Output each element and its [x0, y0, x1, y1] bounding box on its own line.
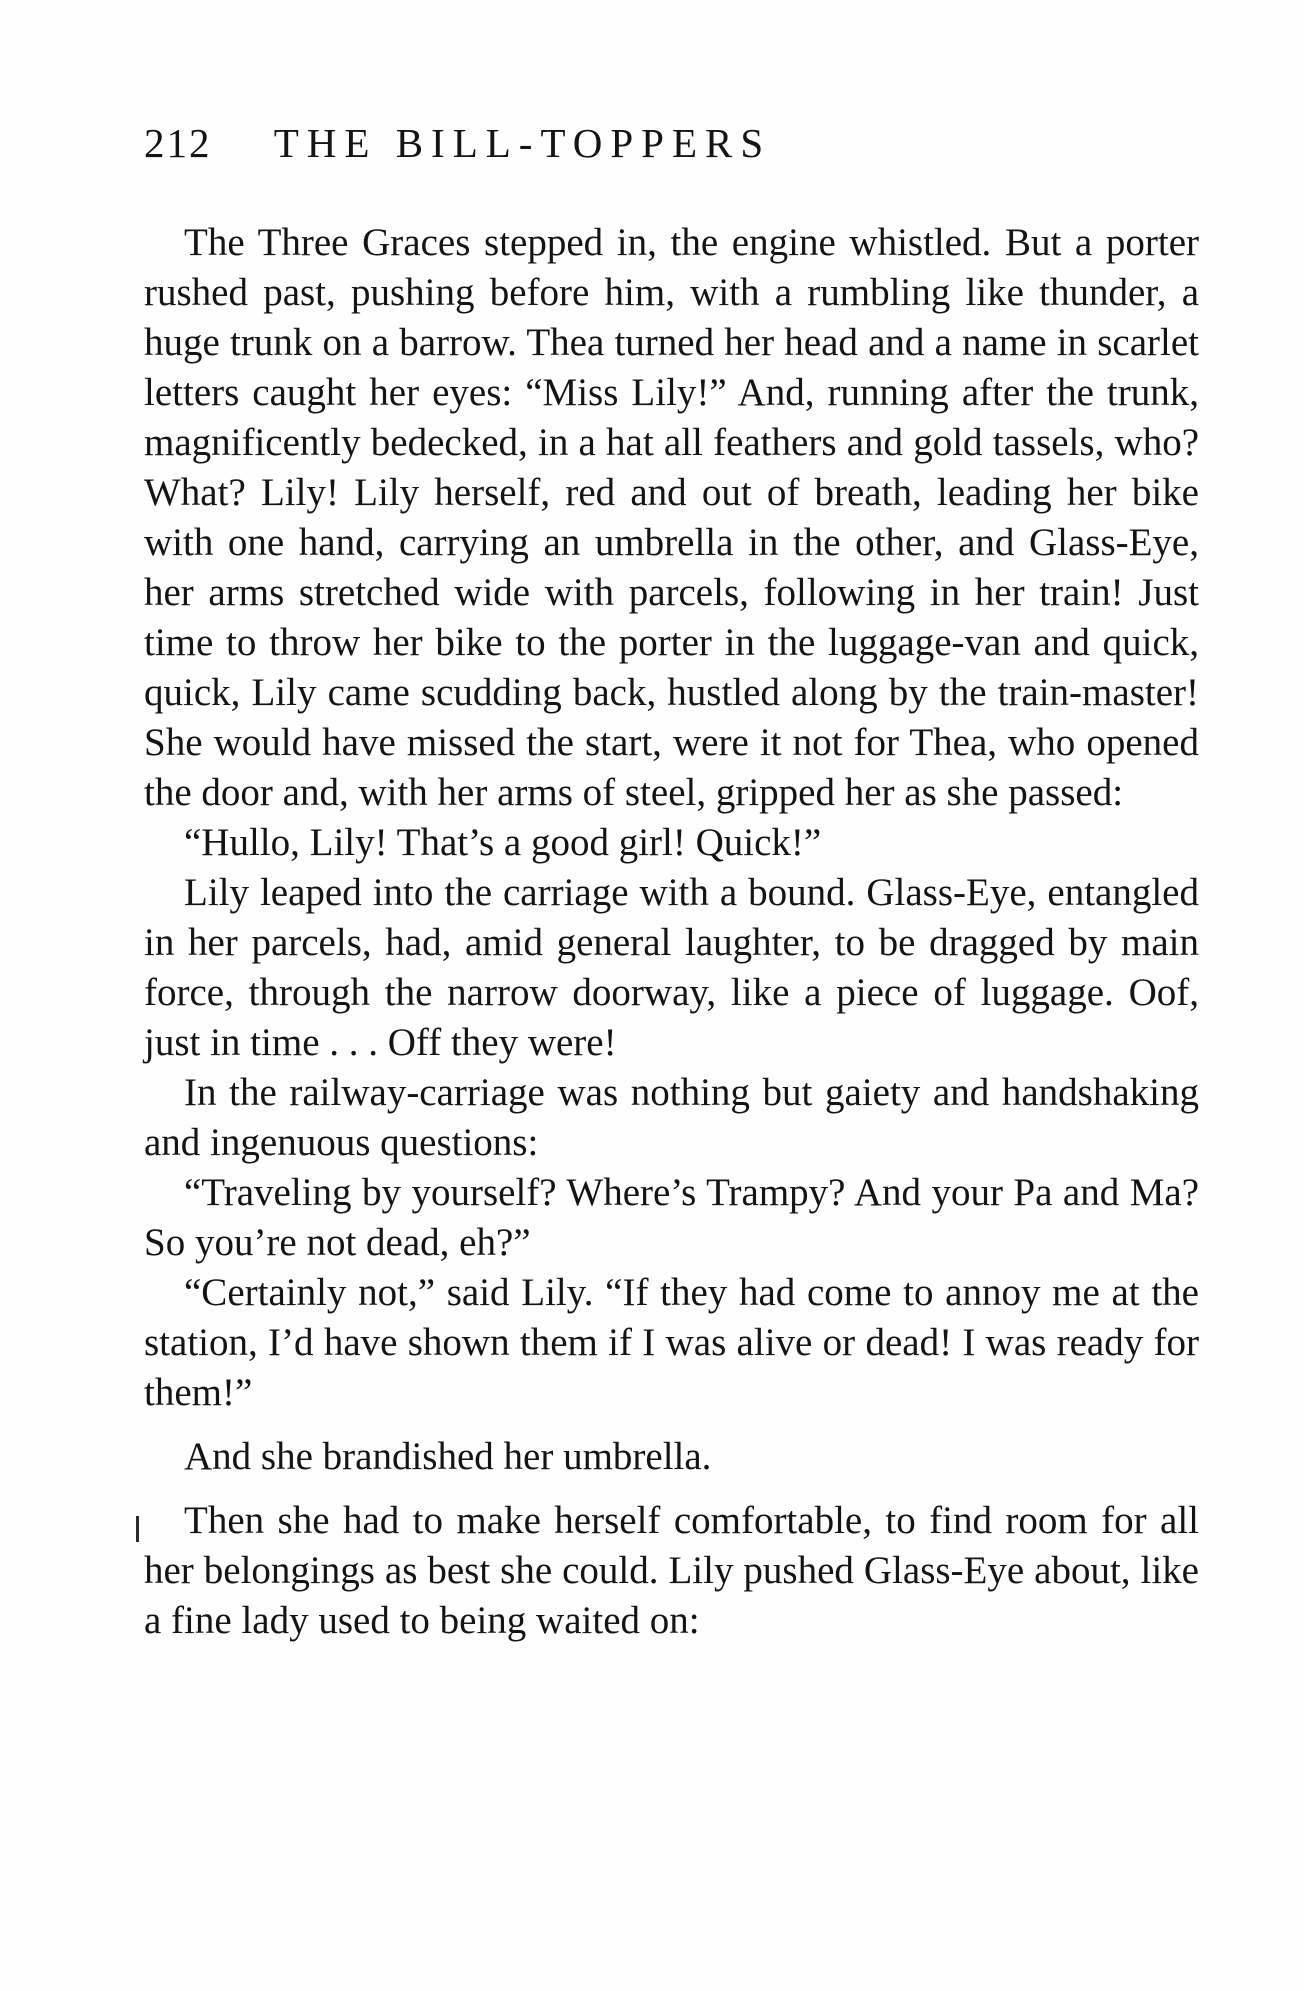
paragraph: In the railway-carriage was nothing but gaiety and handshaking and ingenuous questions: — [144, 1071, 1199, 1164]
paragraph: And she brandished her umbrella. — [184, 1435, 712, 1478]
running-head: THE BILL-TOPPERS — [273, 120, 772, 166]
paragraph: “Certainly not,” said Lily. “If they had come to annoy me at the station, I’d have shown them if I was alive or dead! I was ready for them!” — [144, 1271, 1199, 1414]
paragraph: The Three Graces stepped in, the engine whistled. But a porter rushed past, pushing before him, with a rumbling like thunder, a huge trunk on a barrow. Thea turned her head and a name in scarlet letters caught her eyes: “Miss Lily!” And, running after the trunk, magnificently bedecked, in a hat all feathers and gold tassels, who? What? Lily! Lily herself, red and out of breath, leading her bike with one hand, carrying an umbrella in the other, and Glass-Eye, her arms stretched wide with parcels, following in her train! Just time to throw her bike to the porter in the luggage-van and quick, quick, Lily came scudding back, hustled along by the train-master! She would have missed the start, were it not for Thea, who opened the door and, with her arms of steel, gripped her as she passed: — [144, 221, 1199, 814]
margin-mark — [136, 1516, 139, 1542]
page-number: 212 — [144, 120, 212, 166]
body-text — [144, 218, 1199, 1646]
paragraph: “Traveling by yourself? Where’s Trampy? And your Pa and Ma? So you’re not dead, eh?” — [144, 1171, 1199, 1264]
paragraph: Lily leaped into the carriage with a bound. Glass-Eye, entangled in her parcels, had, amid general laughter, to be dragged by main force, through the narrow doorway, like a piece of luggage. Oof, just in time . . . Off they were! — [144, 871, 1199, 1064]
paragraph: Then she had to make herself comfortable, to find room for all her belongings as best she could. Lily pushed Glass-Eye about, like a fine lady used to being waited on: — [144, 1499, 1199, 1642]
page-header — [144, 118, 1044, 168]
paragraph: “Hullo, Lily! That’s a good girl! Quick!” — [184, 821, 822, 864]
